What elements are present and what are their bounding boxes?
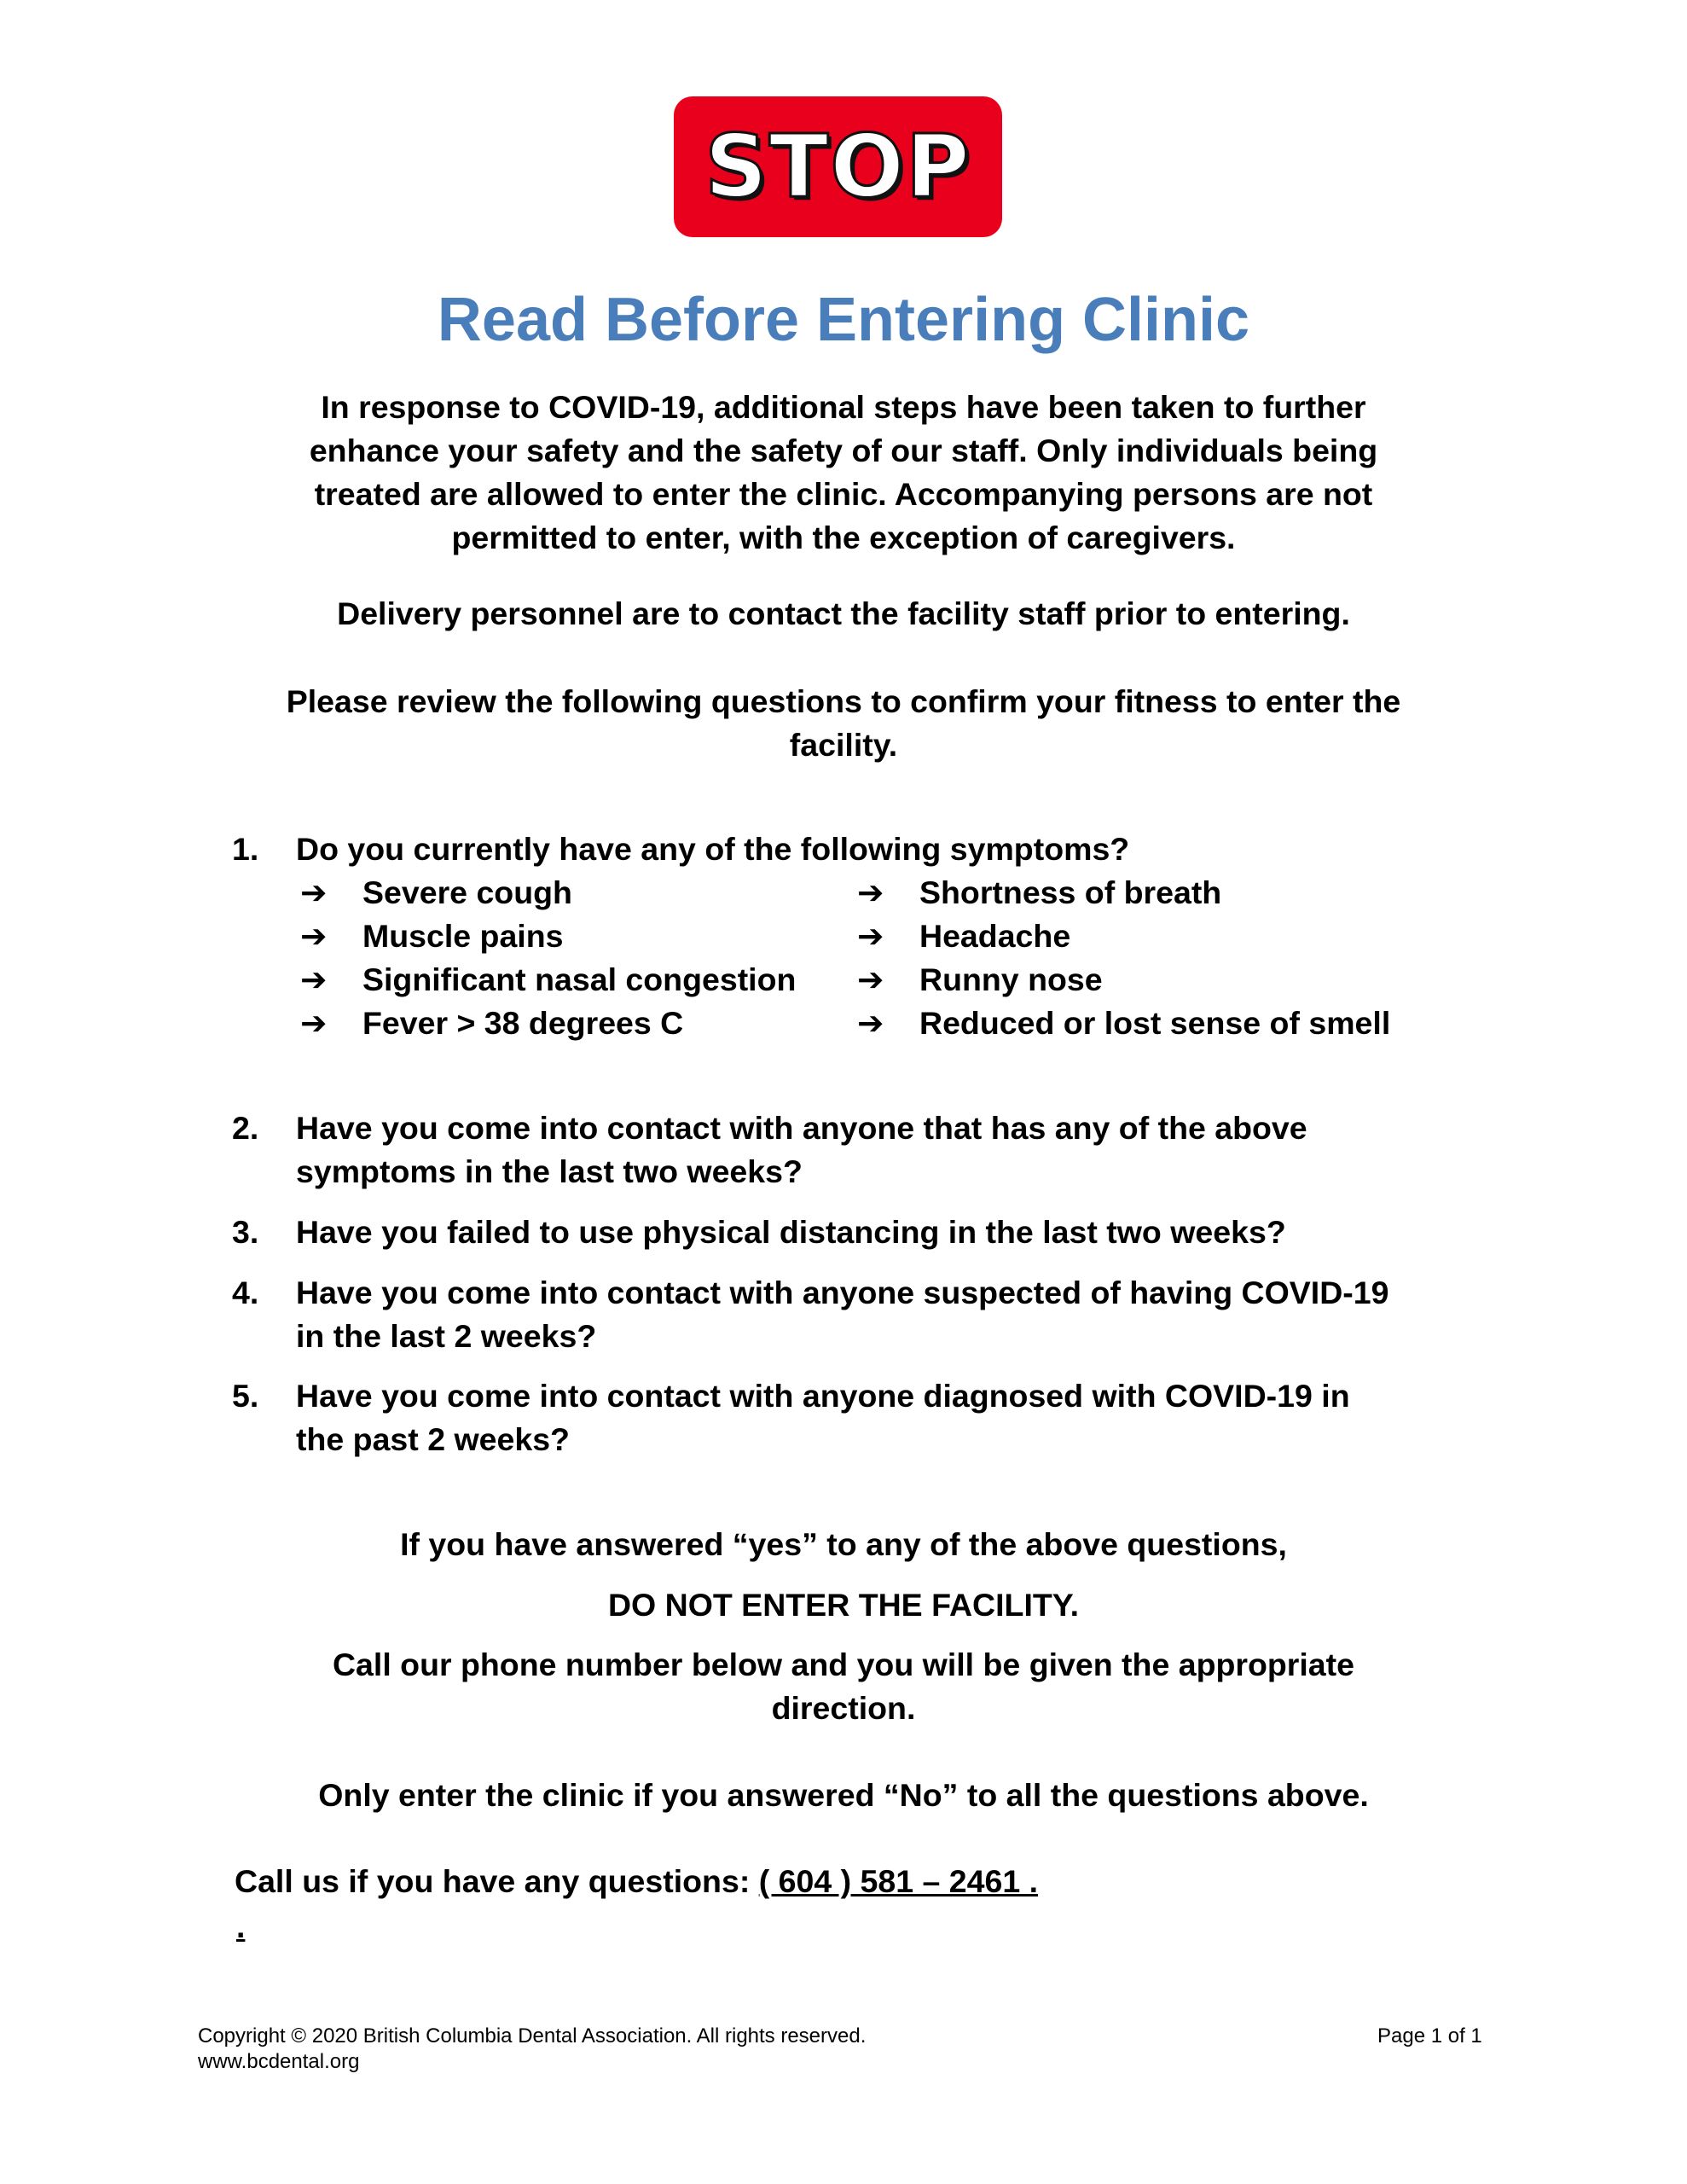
question-text [296, 1271, 1473, 1358]
symptom-item [857, 871, 1390, 915]
question-number: 1. [232, 831, 259, 867]
symptom-label: Significant nasal congestion [362, 961, 797, 997]
symptom-item [857, 915, 1390, 958]
symptom-item [300, 958, 796, 1002]
question-5 [232, 1374, 1460, 1461]
question-text [296, 1107, 1473, 1194]
warning-line: If you have answered “yes” to any of the above questions, [400, 1526, 1287, 1562]
intro-line: treated are allowed to enter the clinic. Accompanying persons are not [314, 476, 1373, 512]
contact-line [235, 1860, 1038, 1903]
intro-line: permitted to enter, with the exception of caregivers. [451, 520, 1236, 555]
phone-number[interactable]: ( 604 ) 581 – 2461 . [758, 1863, 1039, 1899]
symptom-item [857, 958, 1390, 1002]
only-enter-notice: Only enter the clinic if you answered “No” to all the questions above. [318, 1777, 1369, 1813]
question-text [296, 1374, 1473, 1461]
footer-website-link[interactable]: www.bcdental.org [198, 2050, 360, 2073]
question-text: Do you currently have any of the following symptoms? [296, 831, 1130, 867]
stop-sign-text: STOP [704, 115, 971, 218]
symptom-item [300, 915, 796, 958]
contact-prompt: Call us if you have any questions: [235, 1863, 759, 1899]
intro-paragraph [213, 386, 1474, 560]
right-arrow-icon: ➔ [300, 1005, 328, 1041]
symptom-label: Muscle pains [362, 918, 564, 954]
symptom-item [300, 1002, 796, 1045]
review-line: facility. [789, 727, 898, 763]
footer-copyright: Copyright © 2020 British Columbia Dental Association. All rights reserved. [198, 2024, 867, 2048]
question-text: Have you failed to use physical distancing in the last two weeks? [296, 1214, 1286, 1250]
symptoms-right-column [857, 871, 1390, 1045]
symptom-item [300, 871, 796, 915]
symptom-label: Severe cough [362, 874, 572, 910]
right-arrow-icon: ➔ [857, 1005, 884, 1041]
do-not-enter-warning: DO NOT ENTER THE FACILITY. [607, 1587, 1080, 1623]
right-arrow-icon: ➔ [300, 874, 328, 910]
symptom-label: Shortness of breath [919, 874, 1222, 910]
right-arrow-icon: ➔ [857, 961, 884, 997]
stop-sign [674, 96, 1002, 237]
symptoms-left-column [300, 871, 796, 1045]
review-instructions [213, 680, 1474, 767]
symptom-label: Reduced or lost sense of smell [919, 1005, 1391, 1041]
footer-page-number: Page 1 of 1 [1377, 2024, 1482, 2048]
delivery-notice: Delivery personnel are to contact the facility staff prior to entering. [337, 595, 1350, 631]
question-number: 3. [232, 1214, 259, 1250]
question-2 [232, 1107, 1460, 1194]
trailing-mark: . [236, 1908, 246, 1944]
question-number: 4. [232, 1275, 259, 1310]
question-line: Have you come into contact with anyone suspected of having COVID-19 [296, 1275, 1389, 1310]
symptom-label: Headache [919, 918, 1071, 954]
symptom-label: Fever > 38 degrees C [362, 1005, 684, 1041]
question-line: in the last 2 weeks? [296, 1318, 597, 1354]
question-line: Have you come into contact with anyone that has any of the above [296, 1110, 1307, 1146]
intro-line: In response to COVID-19, additional steps have been taken to further [321, 389, 1366, 425]
question-line: Have you come into contact with anyone diagnosed with COVID-19 in [296, 1378, 1350, 1414]
question-line: the past 2 weeks? [296, 1421, 570, 1457]
call-instruction: Call our phone number below and you will be given the appropriate [332, 1647, 1355, 1682]
question-number: 2. [232, 1110, 259, 1146]
question-line: symptoms in the last two weeks? [296, 1153, 803, 1189]
intro-line: enhance your safety and the safety of our staff. Only individuals being [309, 433, 1378, 468]
review-line: Please review the following questions to confirm your fitness to enter the [286, 683, 1401, 719]
call-instruction: direction. [771, 1690, 916, 1726]
page-title: Read Before Entering Clinic [437, 286, 1250, 354]
question-number: 5. [232, 1378, 259, 1414]
symptom-label: Runny nose [919, 961, 1103, 997]
right-arrow-icon: ➔ [857, 918, 884, 954]
right-arrow-icon: ➔ [300, 961, 328, 997]
right-arrow-icon: ➔ [300, 918, 328, 954]
question-4 [232, 1271, 1460, 1358]
right-arrow-icon: ➔ [857, 874, 884, 910]
symptom-item [857, 1002, 1390, 1045]
